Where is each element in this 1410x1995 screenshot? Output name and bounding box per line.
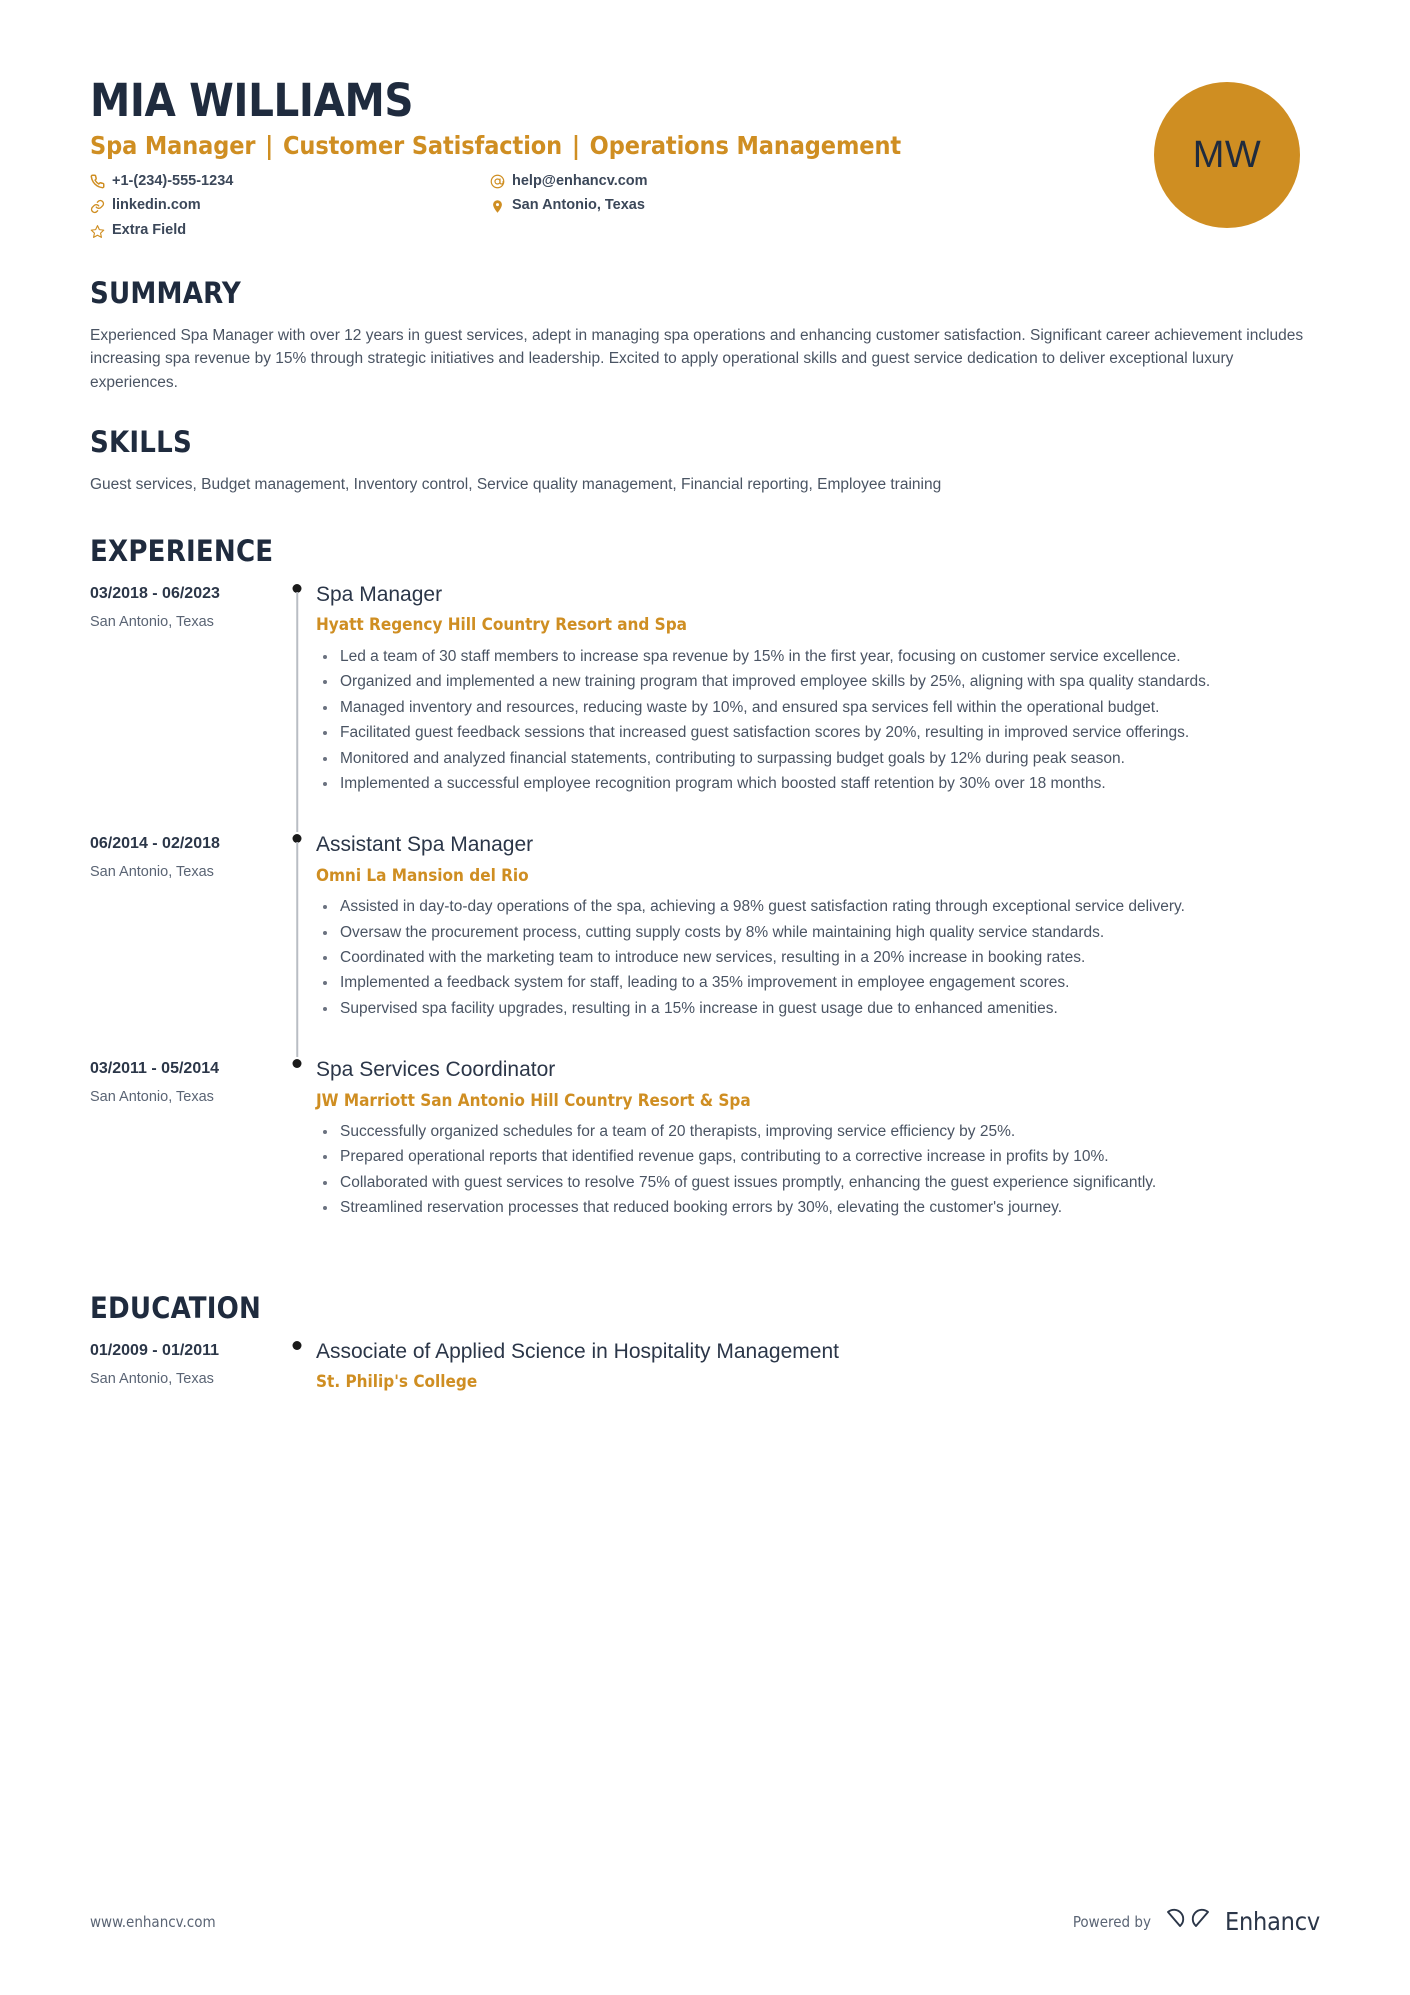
contact-extra-field-value: Extra Field	[112, 222, 187, 239]
education-entry	[90, 1339, 1320, 1403]
experience-bullets	[316, 1121, 1320, 1220]
experience-bullet: Facilitated guest feedback sessions that increased guest satisfaction scores by 20%, resulting in improved service offerings.	[316, 722, 1320, 744]
avatar	[1154, 82, 1300, 228]
contact-email-value: help@enhancv.com	[512, 172, 648, 189]
section-skills	[90, 425, 1320, 497]
experience-entry	[90, 1057, 1320, 1256]
experience-bullets	[316, 896, 1320, 1020]
experience-heading: EXPERIENCE	[90, 534, 274, 569]
professional-headline	[90, 132, 1124, 161]
experience-entry	[90, 832, 1320, 1057]
experience-dates: 06/2014 - 02/2018	[90, 835, 220, 853]
experience-bullet: Implemented a successful employee recognition program which boosted staff retention by 30% over 18 months.	[316, 773, 1320, 795]
skills-heading: SKILLS	[90, 424, 192, 459]
contact-location-value: San Antonio, Texas	[512, 197, 645, 214]
experience-entry	[90, 582, 1320, 832]
experience-bullet: Coordinated with the marketing team to introduce new services, resulting in a 20% increase in booking rates.	[316, 947, 1320, 969]
experience-bullets	[316, 646, 1320, 796]
email-icon	[490, 174, 505, 189]
timeline-dot-icon	[293, 1059, 302, 1068]
powered-by-label: Powered by	[1072, 1912, 1151, 1931]
experience-company: JW Marriott San Antonio Hill Country Resort & Spa	[316, 1090, 751, 1111]
education-entry-meta	[90, 1339, 280, 1403]
experience-bullet: Successfully organized schedules for a team of 20 therapists, improving service efficiency by 25%.	[316, 1121, 1320, 1143]
contact-email[interactable]	[490, 171, 910, 193]
avatar-initials: MW	[1192, 133, 1262, 176]
experience-entry-meta	[90, 582, 280, 832]
experience-location: San Antonio, Texas	[90, 1089, 214, 1106]
timeline-rail	[280, 1057, 314, 1256]
headline-part-3: Operations Management	[589, 130, 902, 160]
summary-heading: SUMMARY	[90, 275, 241, 310]
education-entry-body	[314, 1339, 1320, 1403]
experience-bullet: Organized and implemented a new training program that improved employee skills by 25%, aligning with spa quality standards.	[316, 671, 1320, 693]
section-experience	[90, 534, 1320, 1257]
experience-role: Assistant Spa Manager	[316, 833, 534, 857]
experience-bullet: Prepared operational reports that identified revenue gaps, contributing to a corrective increase in profits by 10%.	[316, 1146, 1320, 1168]
experience-location: San Antonio, Texas	[90, 613, 214, 630]
footer-brand	[1073, 1906, 1320, 1937]
brand-name: Enhancv	[1224, 1907, 1320, 1936]
contact-phone-value: +1-(234)-555-1234	[112, 172, 234, 189]
experience-bullet: Managed inventory and resources, reducing waste by 10%, and ensured spa services fell within the operational budget.	[316, 697, 1320, 719]
contact-phone[interactable]	[90, 171, 490, 193]
education-degree: Associate of Applied Science in Hospitality Management	[316, 1339, 839, 1363]
education-school: St. Philip's College	[316, 1372, 478, 1393]
star-icon	[90, 224, 105, 239]
contact-extra-field[interactable]	[90, 220, 490, 242]
contact-linkedin-value: linkedin.com	[112, 197, 201, 214]
skills-text: Guest services, Budget management, Inventory control, Service quality management, Financial reporting, Employee training	[90, 475, 942, 493]
experience-bullet: Monitored and analyzed financial statements, contributing to surpassing budget goals by 12% during peak season.	[316, 748, 1320, 770]
summary-text: Experienced Spa Manager with over 12 years in guest services, adept in managing spa operations and enhancing customer satisfaction. Significant career achievement includes increasing spa revenue by 15% through strategic initiatives and leadership. Excited to apply operational skills and guest service dedication to deliver exceptional luxury experiences.	[90, 326, 1304, 391]
timeline-rail	[280, 582, 314, 832]
timeline-rail	[280, 832, 314, 1057]
page-title: MIA WILLIAMS	[90, 74, 414, 127]
experience-entry-meta	[90, 1057, 280, 1256]
enhancv-logo-icon	[1165, 1906, 1211, 1937]
contact-list	[90, 171, 910, 242]
headline-part-1: Spa Manager	[90, 130, 256, 160]
education-dates: 01/2009 - 01/2011	[90, 1341, 220, 1359]
contact-linkedin[interactable]	[90, 195, 490, 217]
headline-separator-1: |	[265, 130, 274, 160]
contact-location[interactable]	[490, 195, 910, 217]
experience-entry-meta	[90, 832, 280, 1057]
headline-part-2: Customer Satisfaction	[283, 130, 563, 160]
education-heading: EDUCATION	[90, 1290, 262, 1325]
timeline-rail	[280, 1339, 314, 1403]
experience-dates: 03/2018 - 06/2023	[90, 585, 220, 603]
education-location: San Antonio, Texas	[90, 1370, 214, 1387]
experience-company: Hyatt Regency Hill Country Resort and Spa	[316, 615, 687, 636]
location-pin-icon	[490, 199, 505, 214]
experience-entry-body	[314, 832, 1320, 1057]
experience-role: Spa Manager	[316, 583, 443, 607]
experience-location: San Antonio, Texas	[90, 864, 214, 881]
experience-bullet: Streamlined reservation processes that reduced booking errors by 30%, elevating the customer's journey.	[316, 1197, 1320, 1219]
experience-bullet: Supervised spa facility upgrades, resulting in a 15% increase in guest usage due to enhanced amenities.	[316, 998, 1320, 1020]
experience-bullet: Collaborated with guest services to resolve 75% of guest issues promptly, enhancing the guest experience significantly.	[316, 1172, 1320, 1194]
link-icon	[90, 199, 105, 214]
experience-bullet: Assisted in day-to-day operations of the spa, achieving a 98% guest satisfaction rating through exceptional service delivery.	[316, 896, 1320, 918]
timeline-line	[296, 592, 298, 832]
experience-bullet: Implemented a feedback system for staff, leading to a 35% improvement in employee engagement scores.	[316, 972, 1320, 994]
experience-entry-body	[314, 1057, 1320, 1256]
timeline-line	[296, 842, 298, 1057]
section-summary	[90, 276, 1320, 395]
experience-bullet: Oversaw the procurement process, cutting supply costs by 8% while maintaining high quality service standards.	[316, 922, 1320, 944]
experience-company: Omni La Mansion del Rio	[316, 865, 529, 886]
page-footer	[90, 1906, 1320, 1937]
experience-entry-body	[314, 582, 1320, 832]
header-left-column	[90, 74, 1154, 242]
footer-website-url[interactable]: www.enhancv.com	[90, 1912, 216, 1931]
phone-icon	[90, 174, 105, 189]
experience-role: Spa Services Coordinator	[316, 1058, 556, 1082]
experience-dates: 03/2011 - 05/2014	[90, 1060, 220, 1078]
experience-bullet: Led a team of 30 staff members to increase spa revenue by 15% in the first year, focusing on customer service excellence.	[316, 646, 1320, 668]
resume-header	[90, 60, 1320, 242]
timeline-dot-icon	[293, 1341, 302, 1350]
headline-separator-2: |	[571, 130, 580, 160]
section-education	[90, 1291, 1320, 1403]
